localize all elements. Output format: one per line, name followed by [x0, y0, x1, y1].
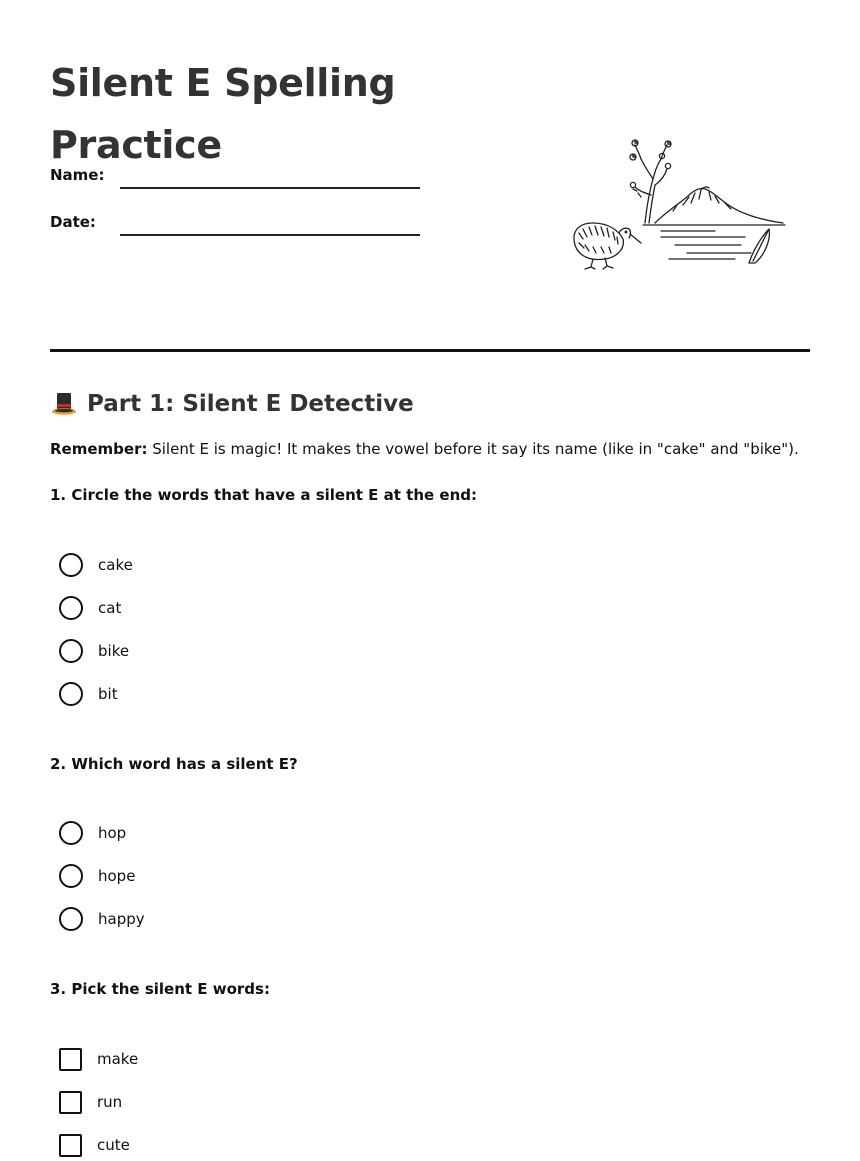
q3-option-make[interactable]	[59, 1046, 138, 1072]
q1-option-bike[interactable]	[59, 638, 129, 664]
radio-button[interactable]	[59, 864, 83, 888]
q1-option-cake[interactable]	[59, 552, 133, 578]
radio-button[interactable]	[59, 639, 83, 663]
radio-button[interactable]	[59, 907, 83, 931]
checkbox[interactable]	[59, 1091, 82, 1114]
part1-heading-text: Part 1: Silent E Detective	[87, 391, 414, 417]
remember-label: Remember:	[50, 440, 148, 458]
name-label: Name:	[50, 166, 105, 184]
page-title-line-1: Silent E Spelling	[50, 61, 396, 105]
radio-button[interactable]	[59, 596, 83, 620]
option-label: hope	[98, 867, 136, 885]
radio-button[interactable]	[59, 821, 83, 845]
name-write-line[interactable]	[120, 187, 420, 189]
top-hat-icon	[50, 390, 78, 418]
q2-option-hop[interactable]	[59, 820, 126, 846]
option-label: cake	[98, 556, 133, 574]
q1-option-cat[interactable]	[59, 595, 121, 621]
q2-option-happy[interactable]	[59, 906, 145, 932]
question-1-prompt: 1. Circle the words that have a silent E at the end:	[50, 486, 477, 504]
option-label: cat	[98, 599, 122, 617]
option-label: happy	[98, 910, 145, 928]
option-label: bike	[98, 642, 130, 660]
date-write-line[interactable]	[120, 234, 420, 236]
option-label: bit	[98, 685, 118, 703]
date-label: Date:	[50, 213, 96, 231]
q3-option-run[interactable]	[59, 1089, 122, 1115]
radio-button[interactable]	[59, 682, 83, 706]
page-title	[50, 52, 470, 176]
q2-option-hope[interactable]	[59, 863, 135, 889]
radio-button[interactable]	[59, 553, 83, 577]
q1-option-bit[interactable]	[59, 681, 118, 707]
question-2-prompt: 2. Which word has a silent E?	[50, 755, 298, 773]
option-label: make	[97, 1050, 139, 1068]
remember-text: Silent E is magic! It makes the vowel before it say its name (like in "cake" and "bike").	[147, 440, 799, 458]
checkbox[interactable]	[59, 1134, 82, 1157]
question-3-prompt: 3. Pick the silent E words:	[50, 980, 270, 998]
part1-heading	[50, 388, 414, 420]
option-label: cute	[97, 1136, 130, 1154]
option-label: hop	[98, 824, 127, 842]
page-title-line-2: Practice	[50, 123, 222, 167]
remember-note	[50, 440, 799, 458]
section-divider	[50, 349, 810, 352]
q3-option-cute[interactable]	[59, 1132, 130, 1158]
checkbox[interactable]	[59, 1048, 82, 1071]
option-label: run	[97, 1093, 123, 1111]
kiwi-bird-landscape-icon	[565, 135, 790, 275]
